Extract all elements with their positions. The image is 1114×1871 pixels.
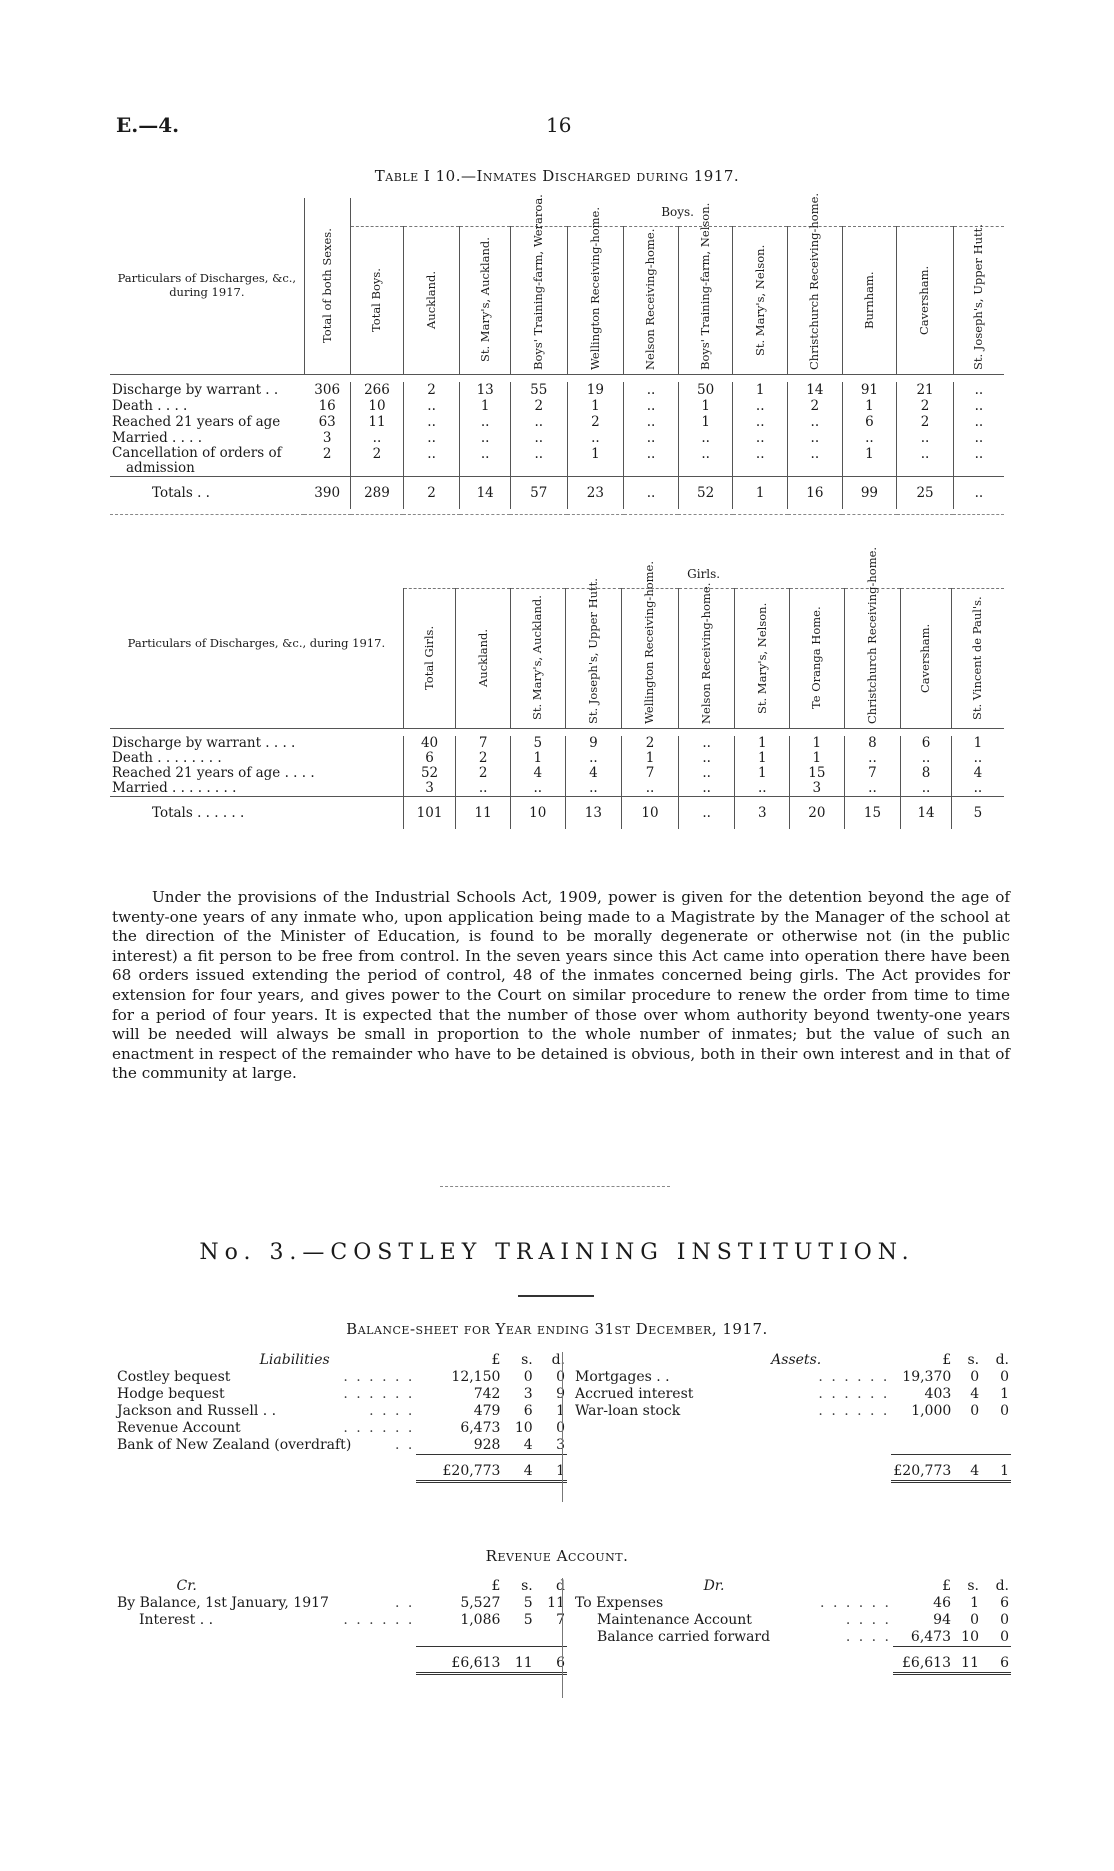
- table-cell: ..: [844, 781, 901, 797]
- totals-cell: ..: [624, 477, 679, 509]
- totals-cell: 10: [510, 797, 565, 829]
- cr-pence-header: d: [556, 1578, 565, 1594]
- totals-cell: 10: [622, 797, 679, 829]
- assets-shillings-header: s.: [967, 1352, 980, 1368]
- amount-pence: 9: [556, 1386, 565, 1402]
- table-cell: 1: [567, 446, 624, 477]
- table-cell: 2: [788, 398, 843, 414]
- revenue-caption: Revenue Account.: [485, 1547, 629, 1565]
- girls-col-header: St. Joseph's, Upper Hutt.: [565, 588, 622, 728]
- debit-header: Dr.: [703, 1578, 725, 1594]
- account-label: Jackson and Russell . . . . . .: [117, 1403, 415, 1419]
- table-cell: 15: [790, 766, 845, 781]
- boys-col-header: St. Mary's, Auckland.: [460, 226, 511, 374]
- table-cell: 2: [567, 414, 624, 430]
- account-label: Maintenance Account . . . .: [597, 1612, 891, 1628]
- girls-group-header: Girls.: [403, 560, 1004, 588]
- table-cell: ..: [733, 446, 788, 477]
- totals-cell: 1: [733, 477, 788, 509]
- table-cell: 1: [790, 736, 845, 751]
- amount-pence: 0: [556, 1369, 565, 1385]
- boys-col-header: Caversham.: [897, 226, 954, 374]
- table-cell: 2: [456, 751, 511, 766]
- table-cell: ..: [624, 414, 679, 430]
- totals-cell: 289: [351, 477, 404, 509]
- account-row: [115, 1612, 567, 1629]
- totals-cell: 20: [790, 797, 845, 829]
- table-cell: ..: [678, 766, 735, 781]
- assets-total-d: 1: [981, 1454, 1011, 1481]
- account-label: Costley bequest . . . . . .: [117, 1369, 415, 1385]
- table-cell: ..: [565, 781, 622, 797]
- table-row: [110, 382, 1004, 398]
- row-total: 3: [322, 430, 332, 446]
- shillings-header: s.: [521, 1352, 533, 1368]
- amount-pounds: 5,527: [460, 1595, 501, 1611]
- amount-pounds: 6,473: [460, 1420, 501, 1436]
- table-cell: ..: [733, 414, 788, 430]
- girls-discharge-table: [110, 546, 1004, 829]
- boys-col-header: Boys' Training-farm, Weraroa.: [510, 226, 567, 374]
- row-label: Discharge by warrant . . . .: [112, 735, 296, 751]
- table-cell: 2: [351, 446, 404, 477]
- table-row: [110, 398, 1004, 414]
- table-cell: 3: [790, 781, 845, 797]
- dr-pence-header: d.: [995, 1578, 1009, 1594]
- account-row: [573, 1629, 1011, 1647]
- boys-col-header: Christchurch Receiving-home.: [788, 226, 843, 374]
- girls-col-header: Christchurch Receiving-home.: [844, 588, 901, 728]
- table-cell: ..: [510, 781, 565, 797]
- table-cell: 4: [565, 766, 622, 781]
- table-cell: 50: [678, 382, 733, 398]
- account-label: Revenue Account . . . . . .: [117, 1420, 415, 1436]
- girls-col-header: St. Mary's, Nelson.: [735, 588, 790, 728]
- girls-col-header: St. Vincent de Paul's.: [951, 588, 1004, 728]
- particulars-header: Particulars of Discharges, &c., during 1917.: [117, 270, 297, 299]
- amount-shillings: 5: [523, 1595, 533, 1611]
- totals-cell: 13: [565, 797, 622, 829]
- table-row: [110, 781, 1004, 797]
- credit-block: [115, 1578, 567, 1675]
- row-total: 306: [314, 382, 341, 398]
- amount-pounds: 6,473: [910, 1629, 951, 1645]
- amount-shillings: 4: [523, 1437, 533, 1453]
- amount-pounds: 46: [933, 1595, 951, 1611]
- amount-pence: 0: [1000, 1612, 1009, 1628]
- table-cell: 1: [622, 751, 679, 766]
- totals-cell: 14: [460, 477, 511, 509]
- table-cell: ..: [788, 414, 843, 430]
- girls-col-header: St. Mary's, Auckland.: [510, 588, 565, 728]
- table-cell: ..: [733, 398, 788, 414]
- amount-pence: 6: [1000, 1595, 1009, 1611]
- debit-block: [573, 1578, 1011, 1675]
- table-cell: ..: [624, 446, 679, 477]
- totals-cell: 15: [844, 797, 901, 829]
- boys-discharge-table: [110, 192, 1004, 515]
- table-cell: ..: [510, 414, 567, 430]
- totals-total: 390: [304, 477, 351, 509]
- report-code: E.—4.: [116, 113, 180, 137]
- account-row: [115, 1403, 567, 1420]
- totals-label: Totals . . . . . .: [110, 797, 403, 829]
- liabilities-total: £20,773: [416, 1455, 502, 1482]
- account-label: War-loan stock . . . . . .: [575, 1403, 890, 1419]
- table-cell: 9: [565, 736, 622, 751]
- table-cell: ..: [351, 430, 404, 446]
- account-label: Bank of New Zealand (overdraft) . .: [117, 1437, 415, 1454]
- table-cell: ..: [624, 398, 679, 414]
- account-row: [573, 1369, 1011, 1386]
- amount-shillings: 10: [514, 1420, 533, 1436]
- table-cell: ..: [403, 446, 460, 477]
- account-label: Balance carried forward . . . .: [597, 1629, 891, 1646]
- amount-pounds: 928: [473, 1437, 501, 1453]
- account-label: To Expenses . . . . . .: [575, 1595, 891, 1611]
- account-row: [573, 1595, 1011, 1612]
- amount-pounds: 19,370: [902, 1369, 952, 1385]
- account-row: [115, 1386, 567, 1403]
- totals-row: [110, 477, 1004, 509]
- credit-total-s: 11: [502, 1646, 534, 1673]
- balance-divider: [562, 1352, 563, 1502]
- table-cell: ..: [953, 446, 1004, 477]
- table-cell: 10: [351, 398, 404, 414]
- amount-shillings: 0: [970, 1612, 979, 1628]
- amount-pounds: 1,086: [460, 1612, 501, 1628]
- assets-total-s: 4: [953, 1454, 981, 1481]
- totals-cell: 2: [403, 477, 460, 509]
- table-cell: 7: [622, 766, 679, 781]
- table-cell: ..: [953, 398, 1004, 414]
- account-label: Accrued interest . . . . . .: [575, 1386, 890, 1402]
- table-cell: ..: [403, 430, 460, 446]
- table-cell: ..: [901, 781, 952, 797]
- row-total: 2: [322, 446, 332, 462]
- table-cell: ..: [510, 430, 567, 446]
- page-number: 16: [546, 113, 572, 137]
- particulars-header-girls: Particulars of Discharges, &c., during 1917.: [127, 635, 386, 650]
- table-cell: ..: [624, 382, 679, 398]
- totals-cell: 57: [510, 477, 567, 509]
- table-cell: ..: [901, 751, 952, 766]
- table-cell: 1: [678, 398, 733, 414]
- table-cell: ..: [678, 446, 733, 477]
- table-cell: ..: [788, 430, 843, 446]
- cr-shillings-header: s.: [521, 1578, 533, 1594]
- girls-col-header: Te Oranga Home.: [790, 588, 845, 728]
- account-row: [115, 1420, 567, 1437]
- row-label: Death . . . .: [112, 397, 188, 414]
- totals-cell: ..: [678, 797, 735, 829]
- amount-pounds: 94: [933, 1612, 951, 1628]
- table-cell: 4: [951, 766, 1004, 781]
- table-cell: ..: [842, 430, 897, 446]
- amount-pounds: 403: [924, 1386, 952, 1402]
- table-cell: ..: [567, 430, 624, 446]
- table-cell: ..: [456, 781, 511, 797]
- table-cell: ..: [951, 751, 1004, 766]
- totals-cell: 3: [735, 797, 790, 829]
- boys-col-header: Total Boys.: [351, 226, 404, 374]
- account-label: Mortgages . . . . . . . .: [575, 1369, 890, 1385]
- liabilities-total-s: 4: [502, 1455, 534, 1482]
- account-row: [115, 1369, 567, 1386]
- table-cell: 1: [842, 398, 897, 414]
- totals-cell: 14: [901, 797, 952, 829]
- amount-pence: 1: [556, 1403, 565, 1419]
- boys-col-header: Wellington Receiving-home.: [567, 226, 624, 374]
- dr-pounds-header: £: [942, 1578, 951, 1594]
- table-cell: 3: [403, 781, 456, 797]
- table-cell: ..: [678, 430, 733, 446]
- girls-col-header: Nelson Receiving-home.: [678, 588, 735, 728]
- row-total: 63: [318, 414, 336, 430]
- boys-col-header: St. Joseph's, Upper Hutt.: [953, 226, 1004, 374]
- amount-pence: 0: [1000, 1369, 1009, 1385]
- amount-shillings: 10: [961, 1629, 979, 1645]
- table-cell: 52: [403, 766, 456, 781]
- amount-pence: 0: [1000, 1629, 1009, 1645]
- amount-shillings: 4: [970, 1386, 980, 1402]
- table-cell: 1: [951, 736, 1004, 751]
- credit-header: Cr.: [176, 1578, 197, 1594]
- pence-header: d.: [551, 1352, 565, 1368]
- table-cell: ..: [460, 446, 511, 477]
- table-cell: 91: [842, 382, 897, 398]
- table-cell: 14: [788, 382, 843, 398]
- table-cell: ..: [678, 781, 735, 797]
- amount-shillings: 0: [970, 1369, 980, 1385]
- table-row: [110, 736, 1004, 751]
- table-row: [110, 430, 1004, 446]
- totals-cell: 5: [951, 797, 1004, 829]
- totals-row: [110, 797, 1004, 829]
- table-cell: ..: [678, 736, 735, 751]
- row-label: Reached 21 years of age . . . .: [112, 765, 315, 781]
- boys-col-header: Auckland.: [403, 226, 460, 374]
- table-cell: 1: [567, 398, 624, 414]
- amount-shillings: 0: [523, 1369, 533, 1385]
- amount-pence: 11: [547, 1595, 565, 1611]
- table-cell: 8: [844, 736, 901, 751]
- totals-cell: 11: [456, 797, 511, 829]
- totals-cell: ..: [953, 477, 1004, 509]
- amount-shillings: 6: [523, 1403, 533, 1419]
- table-cell: ..: [622, 781, 679, 797]
- assets-header: Assets.: [771, 1352, 822, 1368]
- table-cell: 1: [735, 751, 790, 766]
- table-cell: 1: [790, 751, 845, 766]
- amount-pounds: 479: [473, 1403, 501, 1419]
- pounds-header: £: [491, 1352, 501, 1368]
- table-cell: 19: [567, 382, 624, 398]
- table-cell: ..: [897, 446, 954, 477]
- totals-label: Totals . .: [110, 477, 304, 509]
- girls-col-header: Auckland.: [456, 588, 511, 728]
- amount-pounds: 742: [473, 1386, 501, 1402]
- amount-shillings: 3: [523, 1386, 533, 1402]
- liabilities-total-d: 1: [535, 1455, 567, 1482]
- table-cell: 1: [460, 398, 511, 414]
- amount-pounds: 1,000: [911, 1403, 952, 1419]
- account-label: Interest . . . . . . . .: [139, 1612, 415, 1628]
- table-cell: ..: [953, 382, 1004, 398]
- table-cell: ..: [565, 751, 622, 766]
- boys-col-header: St. Mary's, Nelson.: [733, 226, 788, 374]
- table-cell: ..: [953, 414, 1004, 430]
- table-cell: 4: [510, 766, 565, 781]
- table-cell: ..: [951, 781, 1004, 797]
- row-label: Cancellation of orders of admission: [112, 445, 282, 476]
- table-cell: 7: [456, 736, 511, 751]
- liabilities-block: [115, 1352, 567, 1483]
- table-cell: ..: [510, 446, 567, 477]
- table-cell: 55: [510, 382, 567, 398]
- credit-total-d: 6: [535, 1646, 567, 1673]
- amount-pence: 0: [556, 1420, 565, 1436]
- account-label: By Balance, 1st January, 1917 . .: [117, 1595, 415, 1611]
- table1-caption: Table I 10.—Inmates Discharged during 1917.: [374, 167, 740, 185]
- amount-shillings: 1: [970, 1595, 979, 1611]
- table-cell: ..: [678, 751, 735, 766]
- boys-col-header: Burnham.: [842, 226, 897, 374]
- table-cell: 2: [897, 414, 954, 430]
- table-cell: 1: [735, 736, 790, 751]
- table-cell: 2: [510, 398, 567, 414]
- assets-pence-header: d.: [995, 1352, 1009, 1368]
- table-cell: ..: [788, 446, 843, 477]
- table-cell: 2: [456, 766, 511, 781]
- table-cell: 2: [897, 398, 954, 414]
- amount-pence: 1: [1000, 1386, 1009, 1402]
- totals-cell: 52: [678, 477, 733, 509]
- account-label: Hodge bequest . . . . . .: [117, 1386, 415, 1402]
- table-cell: ..: [624, 430, 679, 446]
- table-cell: 266: [351, 382, 404, 398]
- table-cell: 2: [403, 382, 460, 398]
- row-label: Death . . . . . . . .: [112, 750, 222, 766]
- cr-pounds-header: £: [491, 1578, 501, 1594]
- table-cell: ..: [403, 398, 460, 414]
- credit-total: £6,613: [416, 1646, 502, 1673]
- table-row: [110, 766, 1004, 781]
- row-label: Married . . . .: [112, 429, 203, 446]
- table-cell: 1: [733, 382, 788, 398]
- table-cell: ..: [897, 430, 954, 446]
- table-cell: 1: [510, 751, 565, 766]
- account-row: [115, 1437, 567, 1455]
- table-row: [110, 751, 1004, 766]
- girls-col-header: Total Girls.: [403, 588, 456, 728]
- table-cell: 40: [403, 736, 456, 751]
- liabilities-header: Liabilities: [259, 1352, 330, 1368]
- table-cell: ..: [460, 414, 511, 430]
- boys-col-header: Nelson Receiving-home.: [624, 226, 679, 374]
- table-cell: 6: [842, 414, 897, 430]
- girls-col-header: Caversham.: [901, 588, 952, 728]
- account-row: [573, 1386, 1011, 1403]
- row-label: Reached 21 years of age: [112, 413, 281, 430]
- boys-col-header: Boys' Training-farm, Nelson.: [678, 226, 733, 374]
- revenue-divider: [562, 1578, 563, 1698]
- row-total: 16: [318, 398, 336, 414]
- table-cell: ..: [844, 751, 901, 766]
- balance-caption: Balance-sheet for Year ending 31st December, 1917.: [346, 1320, 768, 1338]
- assets-total: £20,773: [891, 1454, 953, 1481]
- table-cell: ..: [953, 430, 1004, 446]
- amount-pence: 7: [556, 1612, 565, 1628]
- table-cell: 21: [897, 382, 954, 398]
- boys-group-header: Boys.: [351, 198, 1004, 226]
- table-cell: ..: [403, 414, 460, 430]
- account-row: [115, 1595, 567, 1612]
- table-cell: ..: [735, 781, 790, 797]
- amount-pence: 0: [1000, 1403, 1009, 1419]
- dr-shillings-header: s.: [967, 1578, 979, 1594]
- debit-total-d: 6: [981, 1647, 1011, 1674]
- row-label: Discharge by warrant . .: [112, 381, 279, 398]
- debit-total: £6,613: [893, 1647, 953, 1674]
- section-separator: [440, 1186, 670, 1187]
- table-cell: 13: [460, 382, 511, 398]
- table-cell: 7: [844, 766, 901, 781]
- account-row: [573, 1403, 1011, 1420]
- table-cell: 5: [510, 736, 565, 751]
- assets-block: [573, 1352, 1011, 1483]
- totals-cell: 23: [567, 477, 624, 509]
- table-row: [110, 414, 1004, 430]
- act-paragraph: Under the provisions of the Industrial Schools Act, 1909, power is given for the detention beyond the age of twenty-one years of any inmate who, upon application being made to a Magistrate by the Manager of the school at the direction of the Minister of Education, is found to be morally degenerate or otherwise not (in the public interest) a fit person to be free from control. In the seven years since this Act came into operation there have been 68 orders issued extending the period of control, 48 of the inmates concerned being girls. The Act provides for extension for four years, and gives power to the Court on similar procedure to renew the order from time to time for a period of four years. It is expected that the number of those over whom authority beyond twenty-one years will be needed will always be small in proportion to the whole number of inmates; but the value of such an enactment in respect of the remainder who have to be detained is obvious, both in their own interest and in that of the community at large.: [112, 888, 1010, 1083]
- totals-cell: 101: [403, 797, 456, 829]
- amount-shillings: 0: [970, 1403, 980, 1419]
- totals-cell: 16: [788, 477, 843, 509]
- title-rule: [518, 1295, 594, 1297]
- total-both-header: Total of both Sexes.: [304, 198, 351, 374]
- girls-col-header: Wellington Receiving-home.: [622, 588, 679, 728]
- row-label: Married . . . . . . . .: [112, 780, 237, 796]
- table-cell: ..: [460, 430, 511, 446]
- account-row: [573, 1612, 1011, 1629]
- assets-pounds-header: £: [942, 1352, 952, 1368]
- table-cell: 2: [622, 736, 679, 751]
- table-row: [110, 446, 1004, 477]
- table-cell: 1: [678, 414, 733, 430]
- amount-shillings: 5: [523, 1612, 533, 1628]
- amount-pence: 3: [556, 1437, 565, 1453]
- table-cell: 11: [351, 414, 404, 430]
- table-cell: ..: [733, 430, 788, 446]
- amount-pounds: 12,150: [451, 1369, 501, 1385]
- table-cell: 6: [901, 736, 952, 751]
- table-cell: 1: [842, 446, 897, 477]
- table-cell: 6: [403, 751, 456, 766]
- totals-cell: 99: [842, 477, 897, 509]
- table-cell: 1: [735, 766, 790, 781]
- debit-total-s: 11: [953, 1647, 981, 1674]
- totals-cell: 25: [897, 477, 954, 509]
- section-title: No. 3.—COSTLEY TRAINING INSTITUTION.: [199, 1240, 915, 1265]
- table-cell: 8: [901, 766, 952, 781]
